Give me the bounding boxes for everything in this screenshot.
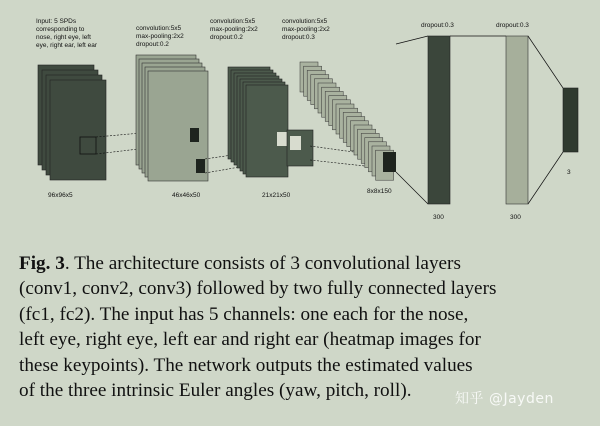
conv1-layer-stack [136,55,208,181]
conv3-layer-stack [300,62,396,180]
input-note-line-2: corresponding to [36,26,85,33]
output-size-label: 3 [567,169,571,176]
caption-line-2: (conv1, conv2, conv3) followed by two fully connected layers [19,278,497,300]
conv3-note-line-1: convolution:5x5 [282,18,328,25]
connection-fc2-output [528,36,563,204]
conv3-size-label: 8x8x150 [367,188,392,195]
fc1-layer [428,36,450,204]
conv1-size-label: 46x46x50 [172,192,201,199]
conv3-note-line-2: max-pooling:2x2 [282,26,330,33]
connection-conv3-fc1 [396,36,428,204]
caption-line-1 [19,251,587,276]
fc2-layer [506,36,528,204]
caption-line-3: (fc1, fc2). The input has 5 channels: one each for the nose, [19,303,469,325]
caption-line-1-text: . The architecture consists of 3 convolutional layers [64,253,461,274]
caption-fig-label: Fig. 3 [19,253,65,274]
zhihu-watermark: 知乎 @Jayden [455,391,554,407]
conv2-kernel-mid [290,136,301,150]
figure-caption [19,251,587,403]
conv2-size-label: 21x21x50 [262,192,291,199]
conv1-note-line-3: dropout:0.2 [136,41,169,48]
caption-line-6: of the three intrinsic Euler angles (yaw, pitch, roll). [19,380,412,402]
conv3-kernel [383,152,396,172]
conv1-note-line-1: convolution:5x5 [136,25,182,32]
fc1-note: dropout:0.3 [421,22,454,29]
fc2-size-label: 300 [510,214,521,221]
conv2-note-line-2: max-pooling:2x2 [210,26,258,33]
conv2-kernel-top [277,132,288,146]
caption-line-5: these keypoints). The network outputs the estimated values [19,354,473,376]
conv3-note-line-3: dropout:0.3 [282,34,315,41]
input-note-line-1: Input: 5 SPDs [36,18,77,25]
fc1-size-label: 300 [433,214,444,221]
input-note-line-4: eye, right ear, left ear [36,42,98,49]
conv1-note-line-2: max-pooling:2x2 [136,33,184,40]
fc2-note: dropout:0.3 [496,22,529,29]
conv2-note-line-3: dropout:0.2 [210,34,243,41]
output-layer [563,88,578,152]
conv2-note-line-1: convolution:5x5 [210,18,256,25]
conv1-kernel-top [190,128,199,142]
conv1-kernel-bottom [196,159,205,173]
input-layer-stack [38,65,106,180]
input-note-line-3: nose, right eye, left [36,34,91,41]
caption-line-4: left eye, right eye, left ear and right ear (heatmap images for [19,329,481,351]
input-size-label: 96x96x5 [48,192,73,199]
